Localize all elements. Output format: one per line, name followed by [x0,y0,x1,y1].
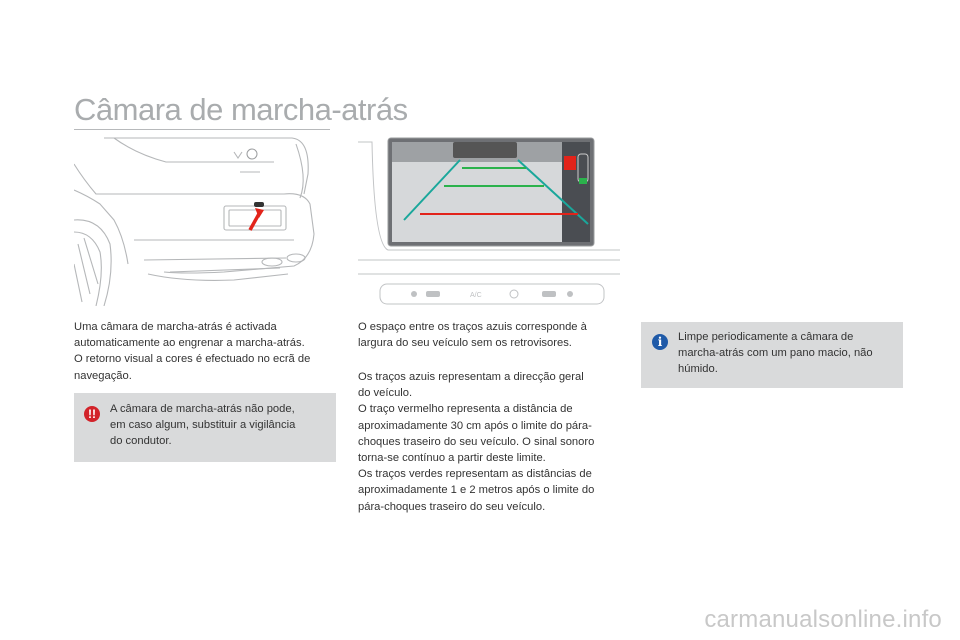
warning-line: do condutor. [110,435,172,448]
warning-line: A câmara de marcha-atrás não pode, [110,403,295,415]
guide-width-paragraph: O espaço entre os traços azuis corresponde à largura do seu veículo sem os retrovisores. [358,321,587,350]
info-icon: i [652,334,668,350]
info-line: húmido. [678,363,718,376]
warning-line: em caso algum, substituir a vigilância [110,419,296,432]
car-rear-illustration [74,134,336,306]
page-title: Câmara de marcha-atrás [74,92,408,127]
title-underline [74,129,330,130]
info-line: marcha-atrás com um pano macio, não [678,347,873,360]
guide-lines-paragraph: Os traços azuis representam a direcção geral do veículo. O traço vermelho representa a distância de aproximadamente 30 cm após o limite do pára- choques traseiro do seu veículo. O sinal sonoro torna-se contínuo a partir deste limite. Os traços verdes representam as distâncias de aproximadamente 1 e 2 metros após o limite do pára-choques traseiro do seu veículo. [358,371,595,513]
exclamation-icon: !! [84,406,100,422]
watermark: carmanualsonline.info [704,606,942,633]
ac-label: A/C [470,292,482,299]
camera-display-illustration [358,134,620,306]
warning-note [74,393,336,462]
info-line: Limpe periodicamente a câmara de [678,331,854,343]
intro-paragraph: Uma câmara de marcha-atrás é activada automaticamente ao engrenar a marcha-atrás. O retorno visual a cores é efectuado no ecrã de navegação. [74,321,311,382]
info-note [641,322,903,388]
